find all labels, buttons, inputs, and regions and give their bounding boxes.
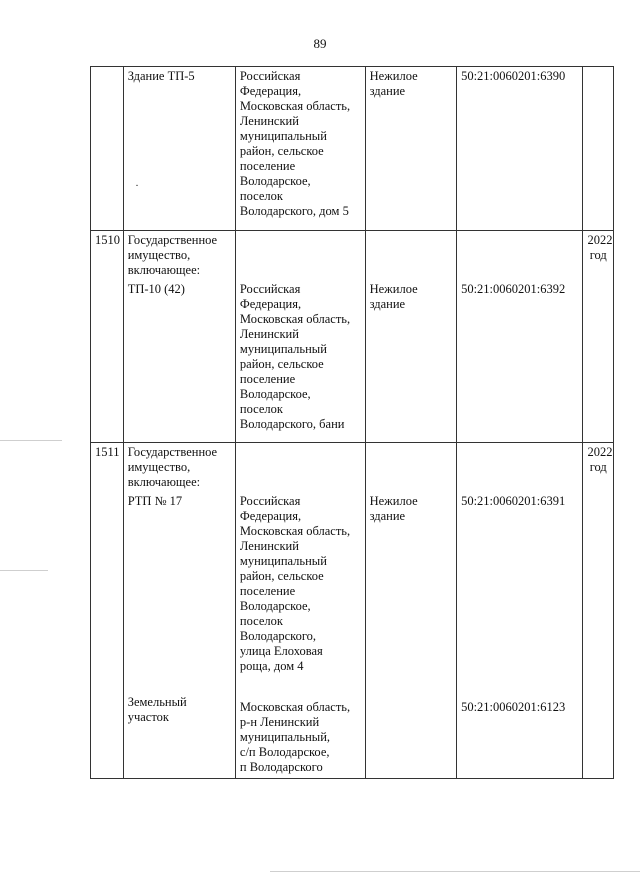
scan-dot: .	[135, 178, 139, 189]
row-number-cell: 1511	[91, 443, 124, 779]
table-row	[91, 231, 614, 443]
object-name: РТП № 17	[127, 494, 183, 508]
address-cell: Российская Федерация, Московская область, Ленинский муниципальный район, сельское поселение Володарское, поселок Володарского, дом 5	[235, 67, 365, 231]
row-number-cell	[91, 67, 124, 231]
object-name-cell: Государственное имущество, включающее: РТП № 17 Земельный участок	[123, 443, 235, 779]
cadastral-number-cell: 50:21:0060201:6392	[457, 231, 583, 443]
object-name: Здание ТП-5	[127, 69, 195, 83]
object-name: ТП-10 (42)	[127, 282, 185, 296]
page-number: 89	[313, 36, 327, 51]
table-row	[91, 443, 614, 779]
object-name-cell: Государственное имущество, включающее: ТП-10 (42)	[123, 231, 235, 443]
cadastral-number-cell: 50:21:0060201:6390	[457, 67, 583, 231]
table-row	[91, 67, 614, 231]
object-name-cell	[123, 67, 235, 231]
object-type-cell: Нежилое здание	[365, 231, 457, 443]
object-name: Земельный	[127, 695, 187, 709]
object-type-cell: Нежилое здание	[365, 67, 457, 231]
year-cell: 2022 год	[583, 443, 614, 779]
object-type-cell: Нежилое здание	[365, 443, 457, 779]
address-cell: Российская Федерация, Московская область, Ленинский муниципальный район, сельское поселение Володарское, поселок Володарского, улица Елоховая роща, дом 4 Московская область, р-н Ленинский муниципальный, с/п Володарское, п Володарского	[235, 443, 365, 779]
cadastral-number-cell: 50:21:0060201:6391 50:21:0060201:6123	[457, 443, 583, 779]
address-cell: Российская Федерация, Московская область, Ленинский муниципальный район, сельское поселение Володарское, поселок Володарского, бани	[235, 231, 365, 443]
scan-artifact-line	[0, 570, 48, 571]
year-cell: 2022 год	[583, 231, 614, 443]
property-register-table	[90, 66, 614, 779]
scan-artifact-line	[270, 871, 640, 872]
year-cell	[583, 67, 614, 231]
row-number-cell: 1510	[91, 231, 124, 443]
scan-artifact-line	[0, 440, 62, 441]
